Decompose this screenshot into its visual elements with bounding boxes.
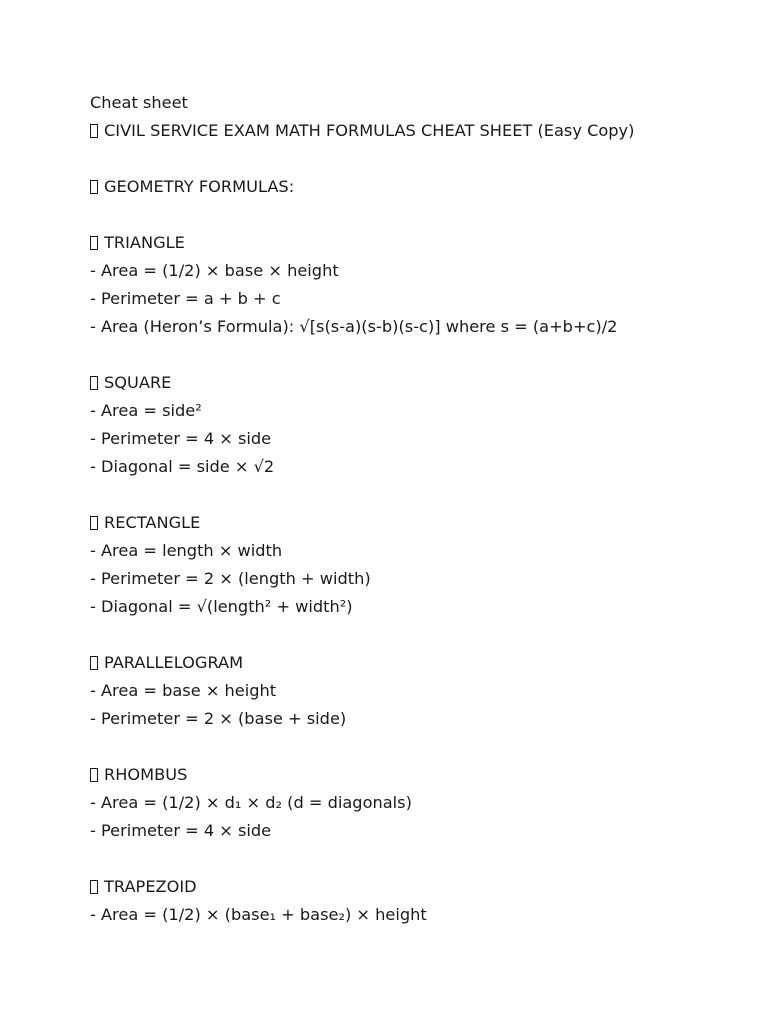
missing-glyph-icon — [90, 656, 98, 670]
formula-line: - Diagonal = side × √2 — [90, 457, 275, 476]
shape-name: SQUARE — [104, 373, 172, 392]
document-heading: Cheat sheet — [90, 93, 188, 112]
formula-line: - Area (Heron’s Formula): √[s(s-a)(s-b)(s-c)] where s = (a+b+c)/2 — [90, 317, 618, 336]
document-title — [90, 117, 750, 145]
shape-heading — [90, 369, 750, 397]
missing-glyph-icon — [90, 124, 98, 138]
spacer — [90, 145, 750, 173]
formula-line: - Area = side² — [90, 401, 202, 420]
section-title — [90, 173, 750, 201]
formula-line: - Perimeter = 2 × (base + side) — [90, 709, 347, 728]
formula-line: - Diagonal = √(length² + width²) — [90, 597, 353, 616]
document-body — [90, 89, 750, 929]
shape-name: TRAPEZOID — [104, 877, 197, 896]
missing-glyph-icon — [90, 516, 98, 530]
missing-glyph-icon — [90, 180, 98, 194]
formula-line: - Area = (1/2) × d₁ × d₂ (d = diagonals) — [90, 793, 412, 812]
formula-line: - Area = length × width — [90, 541, 283, 560]
missing-glyph-icon — [90, 880, 98, 894]
section-title-text: GEOMETRY FORMULAS: — [104, 177, 295, 196]
missing-glyph-icon — [90, 236, 98, 250]
formula-line: - Area = (1/2) × (base₁ + base₂) × height — [90, 905, 427, 924]
shape-name: RECTANGLE — [104, 513, 201, 532]
formula-line: - Perimeter = 2 × (length + width) — [90, 569, 371, 588]
formula-line: - Perimeter = a + b + c — [90, 289, 281, 308]
shape-heading — [90, 873, 750, 901]
formula-line: - Area = base × height — [90, 681, 277, 700]
formula-line: - Perimeter = 4 × side — [90, 821, 272, 840]
formula-line: - Perimeter = 4 × side — [90, 429, 272, 448]
shape-name: PARALLELOGRAM — [104, 653, 244, 672]
spacer — [90, 341, 750, 369]
spacer — [90, 733, 750, 761]
formula-line: - Area = (1/2) × base × height — [90, 261, 339, 280]
spacer — [90, 201, 750, 229]
spacer — [90, 481, 750, 509]
shape-heading — [90, 649, 750, 677]
shape-heading — [90, 509, 750, 537]
missing-glyph-icon — [90, 768, 98, 782]
shape-name: RHOMBUS — [104, 765, 188, 784]
shape-heading — [90, 229, 750, 257]
spacer — [90, 845, 750, 873]
missing-glyph-icon — [90, 376, 98, 390]
shape-heading — [90, 761, 750, 789]
spacer — [90, 621, 750, 649]
shape-name: TRIANGLE — [104, 233, 185, 252]
shape-list — [90, 201, 750, 929]
document-title-text: CIVIL SERVICE EXAM MATH FORMULAS CHEAT SHEET (Easy Copy) — [104, 121, 635, 140]
